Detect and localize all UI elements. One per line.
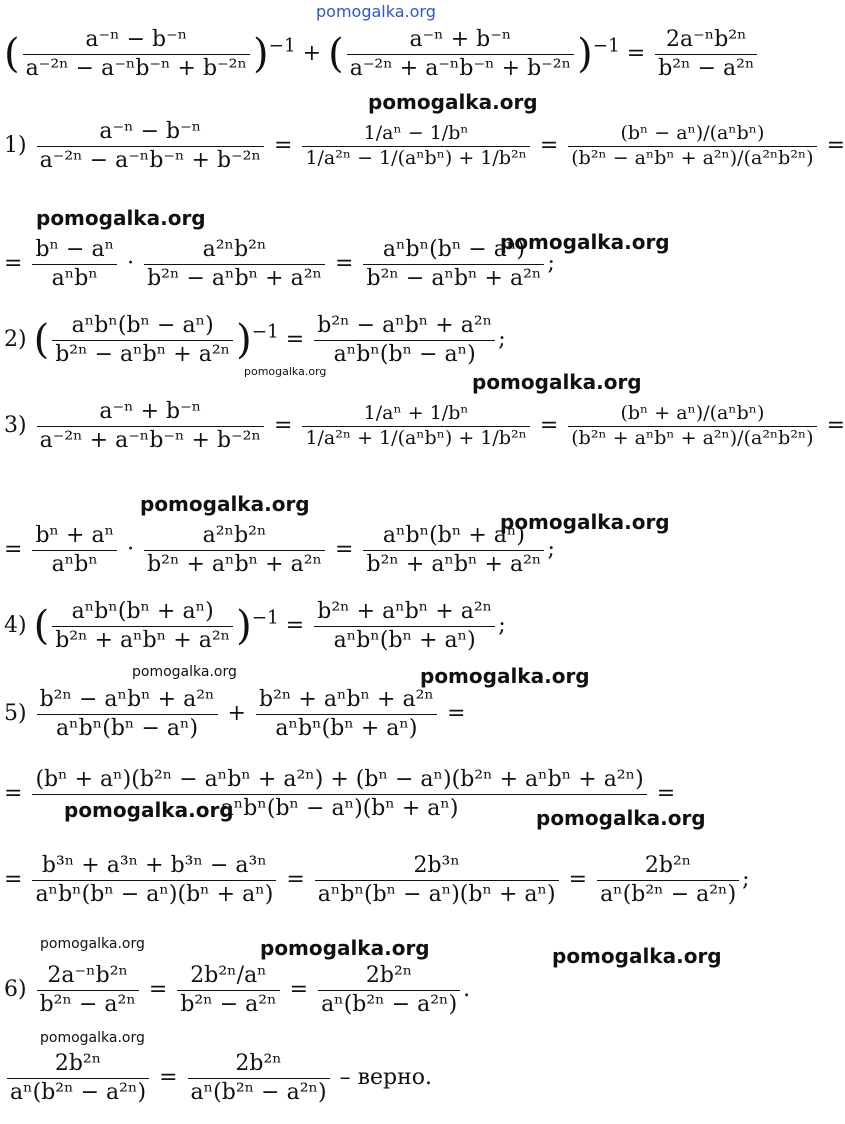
semicolon: ; — [742, 867, 750, 892]
denominator: aⁿ(b²ⁿ − a²ⁿ) — [321, 991, 458, 1017]
numerator: 2a⁻ⁿb²ⁿ — [37, 962, 139, 991]
plus-sign: + — [302, 41, 322, 66]
fraction-2 — [256, 686, 437, 742]
fraction-result — [363, 522, 544, 578]
equals-sign: = — [274, 413, 293, 438]
numerator: 2b³ⁿ — [315, 852, 559, 881]
equals-sign: = — [4, 781, 23, 806]
open-paren: ( — [4, 31, 20, 77]
numerator: aⁿbⁿ(bⁿ − aⁿ) — [363, 236, 544, 265]
step-label: 1) — [4, 133, 27, 158]
verdict-text: – верно. — [339, 1065, 433, 1090]
step-1 — [4, 118, 845, 174]
fraction-lhs — [37, 398, 264, 454]
numerator: b²ⁿ + aⁿbⁿ + a²ⁿ — [314, 598, 495, 627]
numerator: 1/aⁿ − 1/bⁿ — [302, 122, 529, 147]
denominator: aⁿbⁿ(bⁿ − aⁿ) — [56, 715, 199, 741]
numerator: b²ⁿ − aⁿbⁿ + a²ⁿ — [37, 686, 218, 715]
open-paren: ( — [328, 31, 344, 77]
exponent: −1 — [268, 35, 296, 57]
numerator: (bⁿ − aⁿ)/(aⁿbⁿ) — [568, 122, 816, 147]
exponent: −1 — [251, 321, 279, 343]
open-paren: ( — [33, 317, 50, 363]
denominator: aⁿbⁿ — [51, 265, 98, 291]
numerator: a⁻ⁿ + b⁻ⁿ — [37, 398, 264, 427]
numerator: b²ⁿ − aⁿbⁿ + a²ⁿ — [314, 312, 495, 341]
fraction-inner — [52, 598, 233, 654]
fraction-1 — [32, 852, 276, 908]
watermark: pomogalka.org — [36, 206, 206, 230]
fraction-3 — [318, 962, 460, 1018]
denominator: b²ⁿ − a²ⁿ — [658, 55, 755, 81]
numerator: (bⁿ + aⁿ)(b²ⁿ − aⁿbⁿ + a²ⁿ) + (bⁿ − aⁿ)(b²ⁿ + aⁿbⁿ + a²ⁿ) — [32, 766, 646, 795]
fraction-2 — [177, 962, 279, 1018]
multiply-dot: · — [127, 251, 135, 276]
semicolon: ; — [498, 613, 506, 638]
exponent: −1 — [251, 607, 279, 629]
denominator: aⁿbⁿ(bⁿ − aⁿ)(bⁿ + aⁿ) — [317, 881, 556, 907]
fraction-1 — [37, 962, 139, 1018]
watermark: pomogalka.org — [368, 90, 538, 114]
denominator: 1/a²ⁿ + 1/(aⁿbⁿ) + 1/b²ⁿ — [305, 426, 527, 449]
fraction-1 — [32, 236, 117, 292]
equals-sign: = — [4, 867, 23, 892]
fraction-right — [568, 402, 816, 451]
equals-sign: = — [539, 413, 559, 438]
close-paren: ) — [253, 31, 269, 77]
step-5-simplified — [4, 852, 750, 908]
fraction-1 — [7, 1050, 149, 1106]
watermark-small: pomogalka.org — [40, 936, 145, 952]
denominator: aⁿbⁿ — [51, 551, 98, 577]
fraction-lhs — [37, 118, 264, 174]
main-equation — [4, 26, 760, 82]
step-5 — [4, 686, 465, 742]
equals-sign: = — [826, 413, 845, 438]
denominator: a⁻²ⁿ + a⁻ⁿb⁻ⁿ + b⁻²ⁿ — [39, 427, 261, 453]
denominator: aⁿbⁿ(bⁿ + aⁿ) — [275, 715, 418, 741]
denominator: b²ⁿ − aⁿbⁿ + a²ⁿ — [366, 265, 542, 291]
watermark: pomogalka.org — [140, 492, 310, 516]
fraction-mid — [302, 402, 529, 451]
denominator: b²ⁿ − aⁿbⁿ + a²ⁿ — [55, 341, 231, 367]
denominator: (b²ⁿ − aⁿbⁿ + a²ⁿ)/(a²ⁿb²ⁿ) — [571, 146, 814, 169]
denominator: b²ⁿ + aⁿbⁿ + a²ⁿ — [147, 551, 323, 577]
denominator: a⁻²ⁿ − a⁻ⁿb⁻ⁿ + b⁻²ⁿ — [25, 55, 248, 81]
equals-sign: = — [274, 133, 293, 158]
denominator: aⁿ(b²ⁿ − a²ⁿ) — [10, 1079, 147, 1105]
watermark: pomogalka.org — [536, 806, 706, 830]
numerator: a⁻ⁿ − b⁻ⁿ — [23, 26, 250, 55]
denominator: aⁿ(b²ⁿ − a²ⁿ) — [600, 881, 737, 907]
numerator: 2b²ⁿ — [318, 962, 460, 991]
numerator: aⁿbⁿ(bⁿ + aⁿ) — [363, 522, 544, 551]
watermark-small: pomogalka.org — [132, 664, 237, 680]
denominator: aⁿbⁿ(bⁿ − aⁿ)(bⁿ + aⁿ) — [35, 881, 274, 907]
watermark: pomogalka.org — [64, 798, 234, 822]
fraction-2 — [188, 1050, 330, 1106]
numerator: b²ⁿ + aⁿbⁿ + a²ⁿ — [256, 686, 437, 715]
top-watermark: pomogalka.org — [316, 2, 436, 21]
numerator: bⁿ − aⁿ — [32, 236, 117, 265]
fraction-p2 — [347, 26, 574, 82]
close-paren: ) — [236, 603, 252, 649]
denominator: 1/a²ⁿ − 1/(aⁿbⁿ) + 1/b²ⁿ — [305, 146, 527, 169]
semicolon: ; — [547, 537, 555, 562]
denominator: aⁿ(b²ⁿ − a²ⁿ) — [190, 1079, 327, 1105]
close-paren: ) — [577, 31, 593, 77]
fraction-result — [655, 26, 757, 82]
numerator: 2a⁻ⁿb²ⁿ — [655, 26, 757, 55]
denominator: (b²ⁿ + aⁿbⁿ + a²ⁿ)/(a²ⁿb²ⁿ) — [571, 426, 814, 449]
fraction-2 — [144, 236, 325, 292]
equals-sign: = — [148, 977, 168, 1002]
equals-sign: = — [335, 537, 354, 562]
denominator: aⁿbⁿ(bⁿ − aⁿ)(bⁿ + aⁿ) — [220, 795, 459, 821]
equals-sign: = — [335, 251, 354, 276]
denominator: b²ⁿ + aⁿbⁿ + a²ⁿ — [366, 551, 542, 577]
equals-sign: = — [656, 781, 676, 806]
numerator: a⁻ⁿ + b⁻ⁿ — [347, 26, 574, 55]
semicolon: ; — [498, 327, 506, 352]
equals-sign: = — [539, 133, 559, 158]
numerator: a⁻ⁿ − b⁻ⁿ — [37, 118, 264, 147]
numerator: a²ⁿb²ⁿ — [144, 236, 325, 265]
step-label: 4) — [4, 613, 27, 638]
step-2 — [4, 312, 506, 368]
fraction-mid — [302, 122, 529, 171]
step-3 — [4, 398, 845, 454]
equals-sign: = — [285, 327, 305, 352]
fraction-3 — [597, 852, 739, 908]
watermark: pomogalka.org — [260, 936, 430, 960]
fraction-result — [314, 598, 495, 654]
fraction-right — [568, 122, 816, 171]
exponent: −1 — [592, 35, 620, 57]
equals-sign: = — [446, 701, 466, 726]
semicolon: ; — [547, 251, 555, 276]
equals-sign: = — [159, 1065, 178, 1090]
numerator: 2b²ⁿ — [188, 1050, 330, 1079]
equals-sign: = — [286, 867, 305, 892]
numerator: a²ⁿb²ⁿ — [144, 522, 325, 551]
equals-sign: = — [4, 537, 23, 562]
denominator: a⁻²ⁿ + a⁻ⁿb⁻ⁿ + b⁻²ⁿ — [349, 55, 572, 81]
numerator: 1/aⁿ + 1/bⁿ — [302, 402, 529, 427]
step-label: 5) — [4, 701, 27, 726]
watermark-small: pomogalka.org — [244, 365, 327, 378]
denominator: b²ⁿ − a²ⁿ — [180, 991, 277, 1017]
step-label: 2) — [4, 327, 27, 352]
denominator: b²ⁿ − a²ⁿ — [39, 991, 136, 1017]
step-4 — [4, 598, 506, 654]
denominator: aⁿbⁿ(bⁿ + aⁿ) — [333, 627, 476, 653]
watermark: pomogalka.org — [500, 510, 670, 534]
denominator: a⁻²ⁿ − a⁻ⁿb⁻ⁿ + b⁻²ⁿ — [39, 147, 261, 173]
fraction-1 — [37, 686, 218, 742]
step-1-continued — [4, 236, 555, 292]
equals-sign: = — [826, 133, 845, 158]
fraction-result — [314, 312, 495, 368]
plus-sign: + — [227, 701, 246, 726]
multiply-dot: · — [127, 537, 135, 562]
watermark: pomogalka.org — [552, 944, 722, 968]
numerator: 2b²ⁿ/aⁿ — [177, 962, 279, 991]
equals-sign: = — [289, 977, 309, 1002]
equals-sign: = — [4, 251, 23, 276]
numerator: b³ⁿ + a³ⁿ + b³ⁿ − a³ⁿ — [32, 852, 276, 881]
open-paren: ( — [33, 603, 50, 649]
step-3-continued — [4, 522, 555, 578]
period: . — [463, 977, 471, 1002]
denominator: b²ⁿ + aⁿbⁿ + a²ⁿ — [55, 627, 231, 653]
numerator: 2b²ⁿ — [7, 1050, 149, 1079]
watermark-small: pomogalka.org — [40, 1030, 145, 1046]
equals-sign: = — [285, 613, 305, 638]
final-check — [4, 1050, 432, 1106]
equals-sign: = — [626, 41, 646, 66]
step-label: 6) — [4, 977, 27, 1002]
denominator: aⁿbⁿ(bⁿ − aⁿ) — [333, 341, 476, 367]
watermark: pomogalka.org — [500, 230, 670, 254]
step-label: 3) — [4, 413, 27, 438]
fraction-inner — [52, 312, 233, 368]
watermark: pomogalka.org — [472, 370, 642, 394]
denominator: b²ⁿ − aⁿbⁿ + a²ⁿ — [147, 265, 323, 291]
equals-sign: = — [568, 867, 588, 892]
numerator: aⁿbⁿ(bⁿ + aⁿ) — [52, 598, 233, 627]
close-paren: ) — [236, 317, 252, 363]
fraction-p1 — [23, 26, 250, 82]
numerator: aⁿbⁿ(bⁿ − aⁿ) — [52, 312, 233, 341]
numerator: 2b²ⁿ — [597, 852, 739, 881]
watermark: pomogalka.org — [420, 664, 590, 688]
numerator: (bⁿ + aⁿ)/(aⁿbⁿ) — [568, 402, 816, 427]
step-6 — [4, 962, 470, 1018]
numerator: bⁿ + aⁿ — [32, 522, 117, 551]
fraction-2 — [315, 852, 559, 908]
fraction-1 — [32, 522, 117, 578]
fraction-2 — [144, 522, 325, 578]
